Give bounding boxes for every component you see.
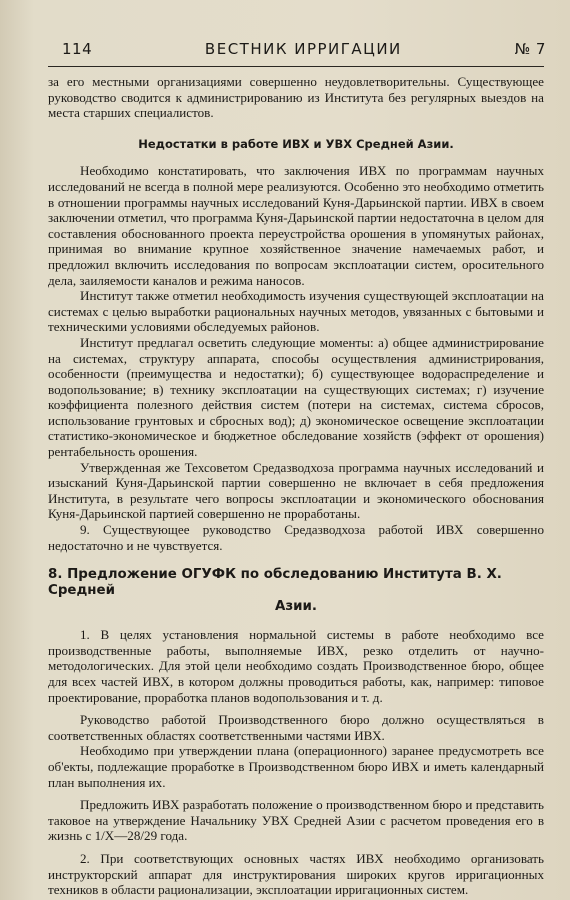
article-body: [48, 74, 544, 898]
paragraph: Институт предлагал осветить следующие моменты: а) общее администрирование на системах, структуру аппарата, способы осуществления администрирования, особенности (преимущества и недостатки); б) существующее водораспределение и водопользование; в) технику эксплоатации на существующих системах; г) изучение коэффициента полезного действия систем (потери на системах, система сбросов, использование грунтовых и сбросных вод); д) экономическое освещение эксплоатации статистико-экономическое и бюджетное обследование хозяйств (эффект от орошения) рентабельность орошения.: [48, 334, 544, 460]
page-number: 114: [62, 40, 93, 58]
section-heading-line2: Азии.: [275, 599, 317, 615]
paragraph: 2. При соответствующих основных частях ИВХ необходимо организовать инструкторский аппарат для инструктирования широких кругов ирригационных техников в области рационализации, эксплоатации ирригационных систем.: [48, 850, 544, 898]
running-header: [62, 40, 546, 62]
paragraph: Институт также отметил необходимость изучения существующей эксплоатации на системах с целью выработки рациональных научных методов, увязанных с бытовыми и техническими условиями обследуемых районов.: [48, 288, 544, 335]
paragraph-continuation: за его местными организациями совершенно неудовлетворительны. Существующее руководство сводится к администрированию из Института без регулярных выездов на места старших специалистов.: [48, 74, 544, 121]
paragraph: 9. Существующее руководство Средазводхоза работой ИВХ совершенно недостаточно и не чувствуется.: [48, 522, 544, 553]
section-heading-line1: 8. Предложение ОГУФК по обследованию Института В. Х. Средней: [48, 567, 502, 599]
paragraph: Необходимо при утверждении плана (операционного) заранее предусмотреть все об'екты, подлежащие проработке в Производственном бюро ИВХ и иметь календарный план выполнения их.: [48, 743, 544, 790]
subsection-heading: Недостатки в работе ИВХ и УВХ Средней Азии.: [138, 136, 454, 151]
header-rule: [48, 66, 544, 67]
journal-title: ВЕСТНИК ИРРИГАЦИИ: [204, 40, 402, 58]
paragraph: Руководство работой Производственного бюро должно осуществляться в соответственных областях соответственными частями ИВХ.: [48, 712, 544, 743]
issue-number: № 7: [514, 40, 546, 58]
paragraph: Предложить ИВХ разработать положение о производственном бюро и представить таковое на утверждение Начальнику УВХ Средней Азии с расчетом проведения его в жизнь с 1/X—28/29 года.: [48, 797, 544, 844]
paragraph: Необходимо констатировать, что заключения ИВХ по программам научных исследований не всегда в полной мере реализуются. Особенно это необходимо отметить в отношении программы научных исследований Куня-Дарьинской партии. ИВХ в своем заключении отметил, что программа Куня-Дарьинской партии недостаточна в целом для составления обоснованного проекта переустройства орошения в упомянутых районах, принимая во внимание крупное хозяйственное значение намечаемых работ, и предложил включить исследования по вопросам эксплоатации систем, оросительного дела, заиляемости каналов и режима наносов.: [48, 163, 544, 288]
paragraph: 1. В целях установления нормальной системы в работе необходимо все производственные работы, выполняемые ИВХ, резко отделить от научно-методологических. Для этой цели необходимо создать Производственное бюро, общее для всех частей ИВХ, в котором должны проводиться работы, как, например: типовое проектирование, проработка планов водопользования и т. д.: [48, 627, 544, 705]
section-heading: [48, 567, 544, 615]
paragraph: Утвержденная же Техсоветом Средазводхоза программа научных исследований и изысканий Куня-Дарьинской партии совершенно не включает в себя предложения Института, в результате чего вопросы эксплоатации и экономического обоснования Куня-Дарьинской партией совершенно не проработаны.: [48, 459, 544, 522]
